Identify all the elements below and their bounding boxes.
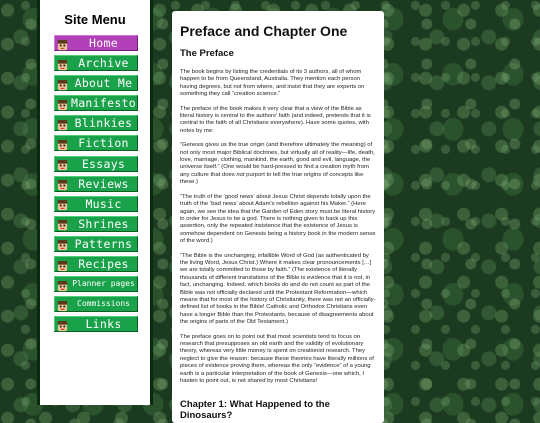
site-menu (54, 35, 138, 336)
sidebar-title: Site Menu (64, 12, 126, 27)
page-title: Preface and Chapter One (180, 23, 348, 39)
menu-item-blinkies[interactable] (54, 115, 138, 131)
quote-text-end: purport to tell the true origins of concepts like these.) (180, 171, 364, 186)
menu-item-label: Reviews (78, 176, 129, 191)
smiley-face-icon (57, 218, 68, 229)
menu-item-patterns[interactable] (54, 236, 138, 252)
section-heading-chapter-1: Chapter 1: What Happened to the Dinosaurs? (180, 399, 330, 422)
smiley-face-icon (57, 78, 68, 89)
smiley-face-icon (57, 138, 68, 149)
smiley-face-icon (57, 259, 68, 270)
quote-text: “Genesis gives us the true origin (and therefore ultimately the meaning) of not only most major Biblical doctrines, but virtually all of reality—life, death, love, marriage, clothing, mankind, the earth, good and evil, language, the universe itself.” (One would be hard-pressed to find a creation myth from any culture that does (180, 142, 375, 178)
quote-paragraph (180, 142, 376, 186)
menu-item-fiction[interactable] (54, 135, 138, 151)
main-content (172, 11, 384, 423)
quote-paragraph: “The truth of the ‘good news’ about Jesus Christ depends totally upon the truth of the ‘bad news’ about Adam's rebellion against his Maker.” (Here again, we see the idea that the Garden of Eden story must be literal history in order for Jesus to be a god. There is nothing given to back up this assertion, only the repeated insistence that the existence of Jesus is somehow dependent on Genesis being a history book in the modern sense of the word.) (180, 193, 376, 245)
menu-item-home[interactable] (54, 35, 138, 51)
menu-item-label: About Me (74, 76, 133, 91)
menu-item-label: Home (89, 36, 118, 50)
menu-item-reviews[interactable] (54, 176, 138, 192)
smiley-face-icon (57, 178, 68, 189)
menu-item-label: Archive (78, 56, 129, 71)
menu-item-about-me[interactable] (54, 75, 138, 91)
menu-item-label: Music (85, 196, 122, 211)
smiley-face-icon (57, 118, 68, 129)
paragraph: The preface goes on to point out that most scientists tend to focus on research that presupposes an old earth and the validity of evolutionary theory, whereas very little money is spent on creationist research. They neglect to give the reason: because these theories have literally millions of pieces of evidence proving them, whereas the only “evidence” of a young earth is a particular interpretation of the book of Genesis—one which, I hasten to point out, is not shared by most Christians! (180, 333, 374, 385)
menu-item-label: Manifesto (70, 96, 136, 111)
menu-item-commissions[interactable] (54, 296, 138, 312)
menu-item-label: Essays (81, 156, 126, 171)
smiley-face-icon (57, 98, 68, 109)
smiley-face-icon (57, 198, 68, 209)
smiley-face-icon (57, 319, 68, 330)
emphasis-text: not (236, 171, 245, 178)
sidebar (37, 0, 153, 405)
menu-item-planner-pages[interactable] (54, 276, 138, 292)
menu-item-label: Patterns (74, 236, 133, 251)
smiley-face-icon (57, 279, 68, 290)
menu-item-label: Blinkies (74, 116, 133, 131)
smiley-face-icon (57, 299, 68, 310)
menu-item-label: Planner pages (72, 279, 135, 289)
menu-item-label: Links (85, 317, 122, 332)
menu-item-music[interactable] (54, 196, 138, 212)
section-heading-preface: The Preface (180, 48, 234, 59)
menu-item-links[interactable] (54, 316, 138, 332)
paragraph: The book begins by listing the credentials of its 3 authors, all of whom happen to be from Queensland, Australia. They mention each person having degrees, but not from where, and insist that they are experts on something they call “creation science.” (180, 69, 365, 98)
menu-item-label: Commissions (77, 299, 130, 309)
menu-item-archive[interactable] (54, 55, 138, 71)
paragraph: The preface of the book makes it very clear that a view of the Bible as literal history is central to the authors' faith (and indeed, pretends that it is central to the faith of all Christians everywhere). Have some quotes, with notes by me: (180, 105, 371, 134)
smiley-face-icon (57, 238, 68, 249)
smiley-face-icon (57, 58, 68, 69)
quote-paragraph: “The Bible is the unchanging, infallible Word of God (as authenticated by the living Word, Jesus Christ.) Where it makes clear pronouncements […] we are totally committed to those by faith.” (The existence of literally thousands of different translations of the Bible is evidence that it is not, in fact, unchanging. Indeed, which books do and do not count as part of the Bible was not officially declared until the Protestant Reformation—which means that for most of the history of Christianity, there was not an officially-defined list of books in the Bible! Catholic and Orthodox Christians even have a longer Bible than the Protestants, because of disagreements about the origins of parts of the Old Testament.) (180, 252, 376, 326)
menu-item-manifesto[interactable] (54, 95, 138, 111)
smiley-face-icon (57, 38, 68, 49)
menu-item-shrines[interactable] (54, 216, 138, 232)
menu-item-essays[interactable] (54, 156, 138, 172)
menu-item-label: Fiction (78, 136, 129, 151)
menu-item-label: Shrines (78, 216, 129, 231)
menu-item-label: Recipes (78, 257, 129, 272)
menu-item-recipes[interactable] (54, 256, 138, 272)
smiley-face-icon (57, 158, 68, 169)
